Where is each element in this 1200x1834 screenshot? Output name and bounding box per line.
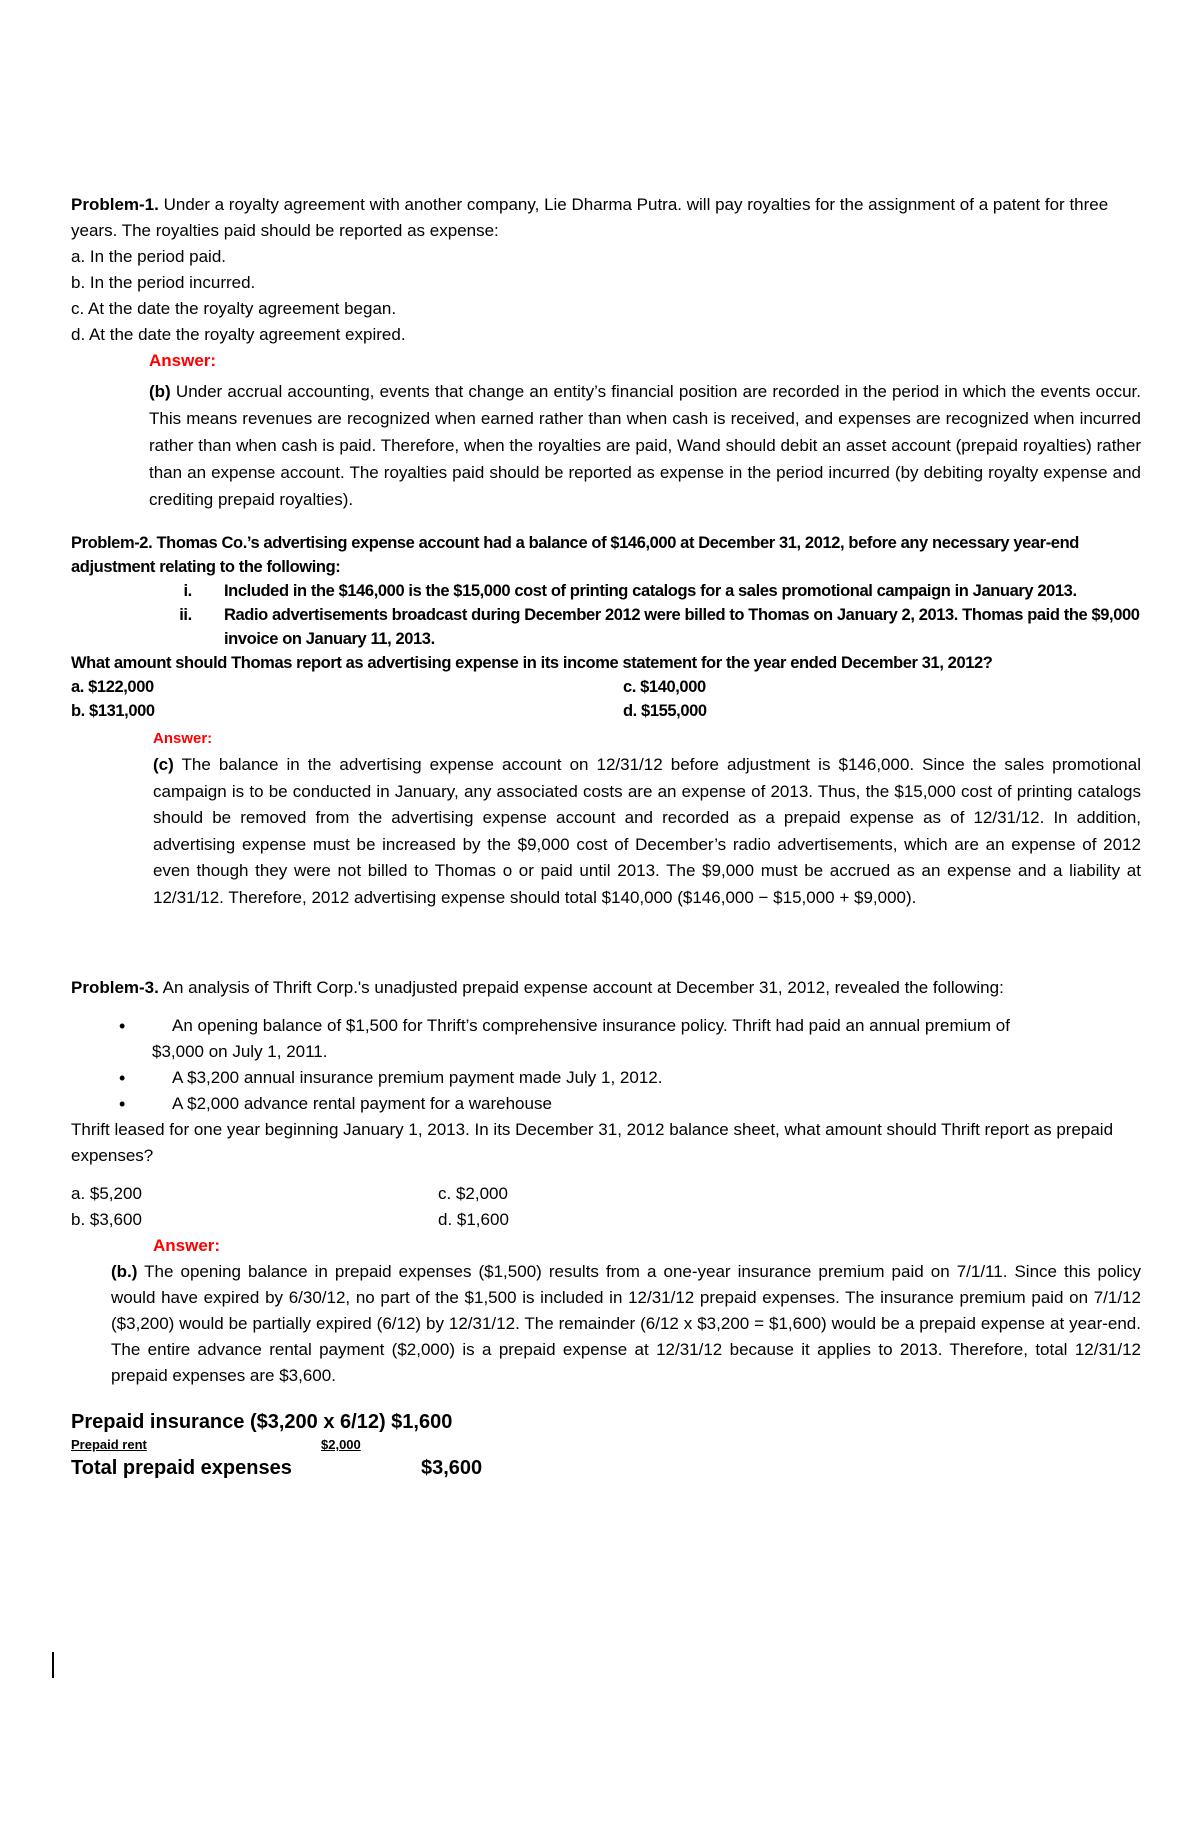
problem-1-answer-heading [71,348,1141,374]
problem-1-text: Under a royalty agreement with another company, Lie Dharma Putra. will pay royalties for the assignment of a patent for three years. The royalties paid should be reported as expense: [71,195,1109,240]
problem-3-option-c: c. $2,000 [438,1184,508,1203]
problem-1-option-d: d. At the date the royalty agreement expired. [71,325,406,344]
problem-2-items [71,579,1141,651]
answer-key: (c) [153,755,174,774]
problem-3-answer-body [71,1259,1141,1389]
problem-2-intro: Problem-2. Thomas Co.’s advertising expense account had a balance of $146,000 at December 31, 2012, before any necessary year-end adjustment relating to the following: [71,534,1079,576]
problem-3-bullets [71,1013,1141,1117]
problem-1-label: Problem-1. [71,195,159,214]
answer-explanation: The balance in the advertising expense account on 12/31/12 before adjustment is $146,000. Since the sales promotional campaign is to be conducted in January, any associated costs are an expense of 2013. Thus, the $15,000 cost of printing catalogs should be removed from the advertising expense account and recorded as a prepaid expense as of 12/31/12. In addition, advertising expense must be increased by the $9,000 cost of December’s radio advertisements, which are an expense of 2012 even though they were not billed to Thomas o or paid until 2013. The $9,000 must be accrued as an expense and a liability at 12/31/12. Therefore, 2012 advertising expense should total $140,000 ($146,000 − $15,000 + $9,000). [153,755,1141,907]
answer-explanation: Under accrual accounting, events that change an entity’s financial position are recorded in the period in which the events occur. This means revenues are recognized when earned rather than when cash is received, and expenses are recognized when incurred rather than when cash is paid. Therefore, when the royalties are paid, Wand should debit an asset account (prepaid royalties) rather than an expense account. The royalties paid should be reported as expense in the period incurred (by debiting royalty expense and crediting prepaid royalties). [149,382,1141,509]
problem-3-text: An analysis of Thrift Corp.'s unadjusted prepaid expense account at December 31, 2012, revealed the following: [158,978,1004,997]
problem-3-question [71,975,1141,1001]
problem-2-answer-body [71,752,1141,911]
answer-key: (b.) [111,1262,138,1281]
problem-3-lease-question: Thrift leased for one year beginning January 1, 2013. In its December 31, 2012 balance sheet, what amount should Thrift report as prepaid expenses? [71,1120,1114,1165]
problem-2 [71,531,1141,723]
summary-prepaid-insurance: Prepaid insurance ($3,200 x 6/12) $1,600 [71,1411,453,1433]
problem-3-label: Problem-3. [71,978,159,997]
problem-3-bullet-item: • A $2,000 advance rental payment for a warehouse [119,1091,1141,1117]
problem-2-option-c: c. $140,000 [623,678,706,696]
answer-label: Answer: [153,730,213,747]
summary-prepaid-rent-value: $2,000 [321,1437,361,1452]
problem-2-item: ii. Radio advertisements broadcast during December 2012 were billed to Thomas on January 2, 2013. Thomas paid the $9,000 invoice on January 11, 2013. [196,603,1141,651]
problem-2-answer-heading [71,725,1141,752]
problem-3-answer-heading [71,1233,1141,1259]
problem-1-answer-body [71,378,1141,513]
problem-2-item: i. Included in the $146,000 is the $15,000 cost of printing catalogs for a sales promotional campaign in January 2013. [196,579,1141,603]
problem-1-option-c: c. At the date the royalty agreement began. [71,299,397,318]
summary-prepaid-rent-row [71,1437,1141,1453]
text-cursor [52,1652,54,1678]
problem-3-option-d: d. $1,600 [438,1210,509,1229]
problem-3-option-b: b. $3,600 [71,1210,142,1229]
problem-1-question [71,192,1141,244]
problem-1-option-a: a. In the period paid. [71,247,227,266]
summary-total-value: $3,600 [421,1457,483,1479]
problem-2-options-row-2 [71,699,1141,723]
document-page [71,192,1141,1483]
answer-label: Answer: [149,351,217,370]
problem-2-option-a: a. $122,000 [71,678,154,696]
problem-3-options-row-2 [71,1207,1141,1233]
summary-total-row [71,1453,1141,1483]
answer-explanation: The opening balance in prepaid expenses ($1,500) results from a one-year insurance premium paid on 7/1/11. Since this policy would have expired by 6/30/12, no part of the $1,500 is included in 12/31/12 prepaid expenses. The insurance premium paid on 7/1/12 ($3,200) would be partially expired (6/12) by 12/31/12. The remainder (6/12 x $3,200 = $1,600) would be a prepaid expense at year-end. The entire advance rental payment ($2,000) is a prepaid expense at 12/31/12 because it applies to 2013. Therefore, total 12/31/12 prepaid expenses are $3,600. [111,1262,1141,1385]
problem-2-question: What amount should Thomas report as advertising expense in its income statement for the year ended December 31, 2012? [71,654,993,672]
bullet-icon: • [119,1016,126,1036]
problem-1-option-b: b. In the period incurred. [71,273,256,292]
problem-3-bullet-item: • An opening balance of $1,500 for Thrift’s comprehensive insurance policy. Thrift had paid an annual premium of $3,000 on July 1, 2011. [119,1013,1141,1065]
answer-key: (b) [149,382,171,401]
problem-2-option-d: d. $155,000 [623,702,707,720]
problem-2-options-row-1 [71,675,1141,699]
summary-prepaid-rent-label: Prepaid rent [71,1437,147,1452]
problem-2-option-b: b. $131,000 [71,702,155,720]
problem-3-bullet-item: • A $3,200 annual insurance premium payment made July 1, 2012. [119,1065,1141,1091]
problem-3-option-a: a. $5,200 [71,1184,142,1203]
summary-total-label: Total prepaid expenses [71,1457,292,1479]
problem-3-options-row-1 [71,1181,1141,1207]
bullet-icon: • [119,1068,126,1088]
bullet-icon: • [119,1094,126,1114]
answer-label: Answer: [153,1236,221,1255]
